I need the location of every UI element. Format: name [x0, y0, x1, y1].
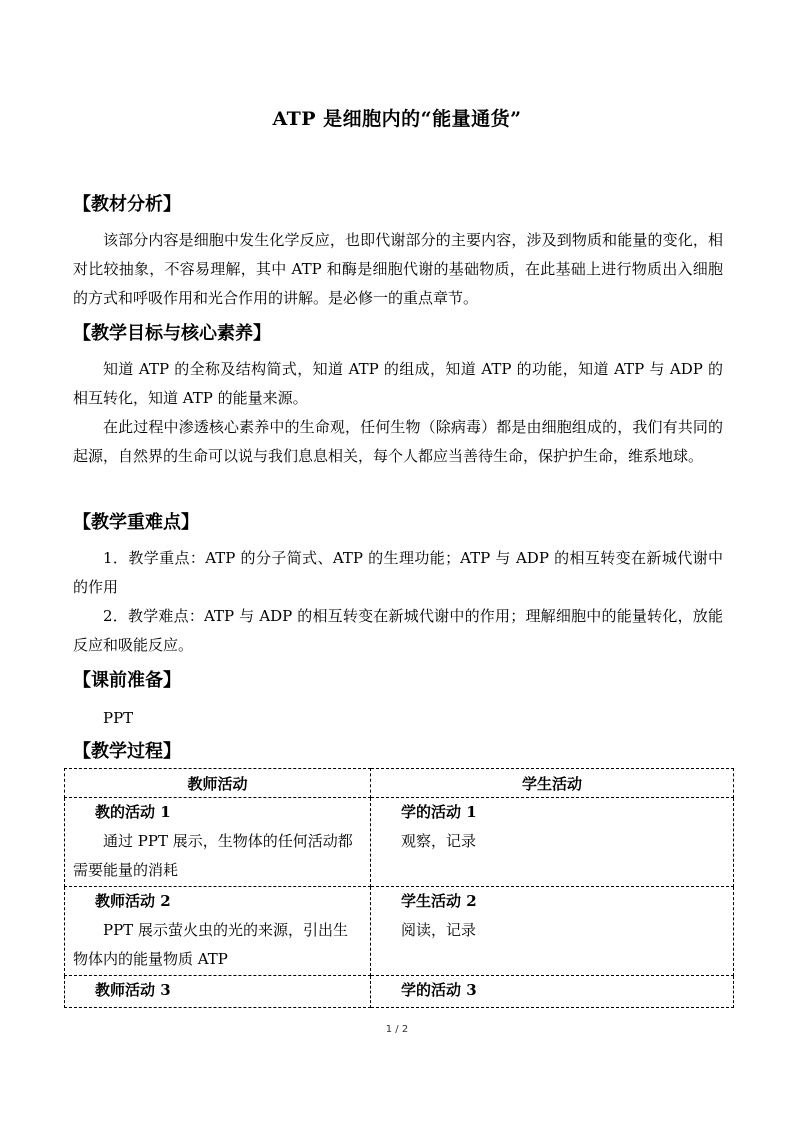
student-cell: [371, 798, 734, 887]
document-title: ATP 是细胞内的“能量通货”: [272, 108, 522, 130]
process-table: [64, 768, 734, 1008]
table-header-row: [65, 769, 734, 798]
header-student: 学生活动: [371, 769, 734, 798]
heading-analysis: 【教材分析】: [73, 194, 181, 215]
student-cell: [371, 887, 734, 976]
student-activity-title: 学的活动 1: [401, 803, 477, 821]
goals-paragraph-1: 知道 ATP 的全称及结构简式，知道 ATP 的组成，知道 ATP 的功能，知道 ATP 与 ADP 的相互转化，知道 ATP 的能量来源。: [73, 360, 723, 407]
teacher-activity-body: PPT 展示萤火虫的光的来源，引出生物体内的能量物质 ATP: [73, 921, 348, 968]
teacher-activity-title: 教师活动 2: [95, 892, 171, 910]
analysis-paragraph: 该部分内容是细胞中发生化学反应，也即代谢部分的主要内容，涉及到物质和能量的变化，相对比较抽象，不容易理解，其中 ATP 和酶是细胞代谢的基础物质，在此基础上进行物质出入细胞的方式和呼吸作用和光合作用的讲解。是必修一的重点章节。: [73, 231, 723, 307]
teacher-activity-title: 教师活动 3: [95, 981, 171, 999]
table-row: [65, 798, 734, 887]
teacher-cell: [65, 976, 371, 1008]
teacher-activity-body: 通过 PPT 展示，生物体的任何活动都需要能量的消耗: [73, 832, 353, 879]
heading-goals: 【教学目标与核心素养】: [73, 323, 271, 344]
teacher-activity-title: 教的活动 1: [95, 803, 171, 821]
student-activity-title: 学的活动 3: [401, 981, 477, 999]
student-cell: [371, 976, 734, 1008]
teacher-cell: [65, 798, 371, 887]
prep-text: PPT: [103, 709, 134, 727]
difficulty-point-2: 2．教学难点：ATP 与 ADP 的相互转变在新城代谢中的作用；理解细胞中的能量转化，放能反应和吸能反应。: [73, 607, 723, 654]
heading-process: 【教学过程】: [73, 741, 181, 762]
goals-paragraph-2: 在此过程中渗透核心素养中的生命观，任何生物（除病毒）都是由细胞组成的，我们有共同的起源，自然界的生命可以说与我们息息相关，每个人都应当善待生命，保护护生命，维系地球。: [73, 418, 723, 465]
page-number: 1 / 2: [385, 1024, 409, 1035]
difficulty-point-1: 1．教学重点：ATP 的分子简式、ATP 的生理功能；ATP 与 ADP 的相互转变在新城代谢中的作用: [73, 549, 723, 596]
table-row: [65, 976, 734, 1008]
student-activity-body: 阅读，记录: [401, 921, 477, 939]
teacher-cell: [65, 887, 371, 976]
table-row: [65, 887, 734, 976]
student-activity-title: 学生活动 2: [401, 892, 477, 910]
heading-difficulty: 【教学重难点】: [73, 512, 199, 533]
header-teacher: 教师活动: [65, 769, 371, 798]
student-activity-body: 观察，记录: [401, 832, 477, 850]
heading-prep: 【课前准备】: [73, 670, 181, 691]
